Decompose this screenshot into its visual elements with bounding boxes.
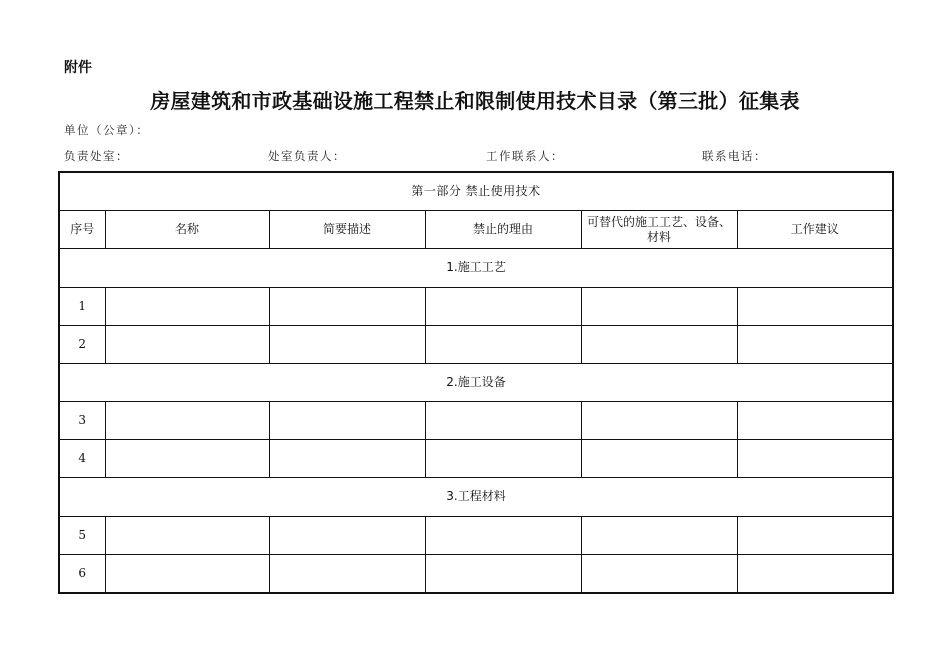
contact-field-label: 工作联系人： — [486, 149, 564, 163]
header-name: 名称 — [105, 211, 269, 249]
cell-reason[interactable] — [425, 440, 581, 478]
section-title: 2.施工设备 — [59, 363, 893, 401]
header-suggestion: 工作建议 — [737, 211, 893, 249]
part-title: 第一部分 禁止使用技术 — [59, 172, 893, 211]
row-seq: 1 — [59, 287, 105, 325]
cell-suggestion[interactable] — [737, 516, 893, 554]
cell-suggestion[interactable] — [737, 554, 893, 593]
cell-description[interactable] — [269, 554, 425, 593]
cell-alternatives[interactable] — [581, 325, 737, 363]
cell-alternatives[interactable] — [581, 440, 737, 478]
cell-suggestion[interactable] — [737, 325, 893, 363]
section-row — [59, 478, 893, 516]
cell-suggestion[interactable] — [737, 402, 893, 440]
cell-description[interactable] — [269, 516, 425, 554]
unit-field-label: 单位（公章）： — [64, 123, 150, 137]
office-field-label: 负责处室： — [64, 149, 129, 163]
cell-description[interactable] — [269, 440, 425, 478]
table-row — [59, 554, 893, 593]
cell-suggestion[interactable] — [737, 440, 893, 478]
section-row — [59, 249, 893, 287]
cell-reason[interactable] — [425, 287, 581, 325]
cell-reason[interactable] — [425, 402, 581, 440]
cell-description[interactable] — [269, 287, 425, 325]
table-row — [59, 440, 893, 478]
cell-name[interactable] — [105, 440, 269, 478]
row-seq: 3 — [59, 402, 105, 440]
table-row — [59, 287, 893, 325]
header-row — [59, 211, 893, 249]
header-description: 简要描述 — [269, 211, 425, 249]
table-row — [59, 325, 893, 363]
cell-alternatives[interactable] — [581, 516, 737, 554]
table-row — [59, 516, 893, 554]
cell-name[interactable] — [105, 325, 269, 363]
header-alternatives: 可替代的施工工艺、设备、材料 — [581, 211, 737, 249]
section-row — [59, 363, 893, 401]
row-seq: 4 — [59, 440, 105, 478]
section-title: 1.施工工艺 — [59, 249, 893, 287]
document-title: 房屋建筑和市政基础设施工程禁止和限制使用技术目录（第三批）征集表 — [150, 89, 800, 113]
cell-name[interactable] — [105, 554, 269, 593]
row-seq: 5 — [59, 516, 105, 554]
cell-alternatives[interactable] — [581, 402, 737, 440]
cell-name[interactable] — [105, 287, 269, 325]
cell-suggestion[interactable] — [737, 287, 893, 325]
cell-alternatives[interactable] — [581, 287, 737, 325]
cell-reason[interactable] — [425, 516, 581, 554]
cell-name[interactable] — [105, 402, 269, 440]
row-seq: 2 — [59, 325, 105, 363]
cell-description[interactable] — [269, 325, 425, 363]
office-head-field-label: 处室负责人： — [268, 149, 346, 163]
header-seq: 序号 — [59, 211, 105, 249]
attachment-label: 附件 — [64, 60, 92, 76]
collection-table — [58, 171, 894, 594]
header-reason: 禁止的理由 — [425, 211, 581, 249]
phone-field-label: 联系电话： — [702, 149, 767, 163]
row-seq: 6 — [59, 554, 105, 593]
cell-name[interactable] — [105, 516, 269, 554]
table-row — [59, 402, 893, 440]
cell-alternatives[interactable] — [581, 554, 737, 593]
cell-reason[interactable] — [425, 554, 581, 593]
section-title: 3.工程材料 — [59, 478, 893, 516]
part-title-row — [59, 172, 893, 211]
cell-reason[interactable] — [425, 325, 581, 363]
cell-description[interactable] — [269, 402, 425, 440]
